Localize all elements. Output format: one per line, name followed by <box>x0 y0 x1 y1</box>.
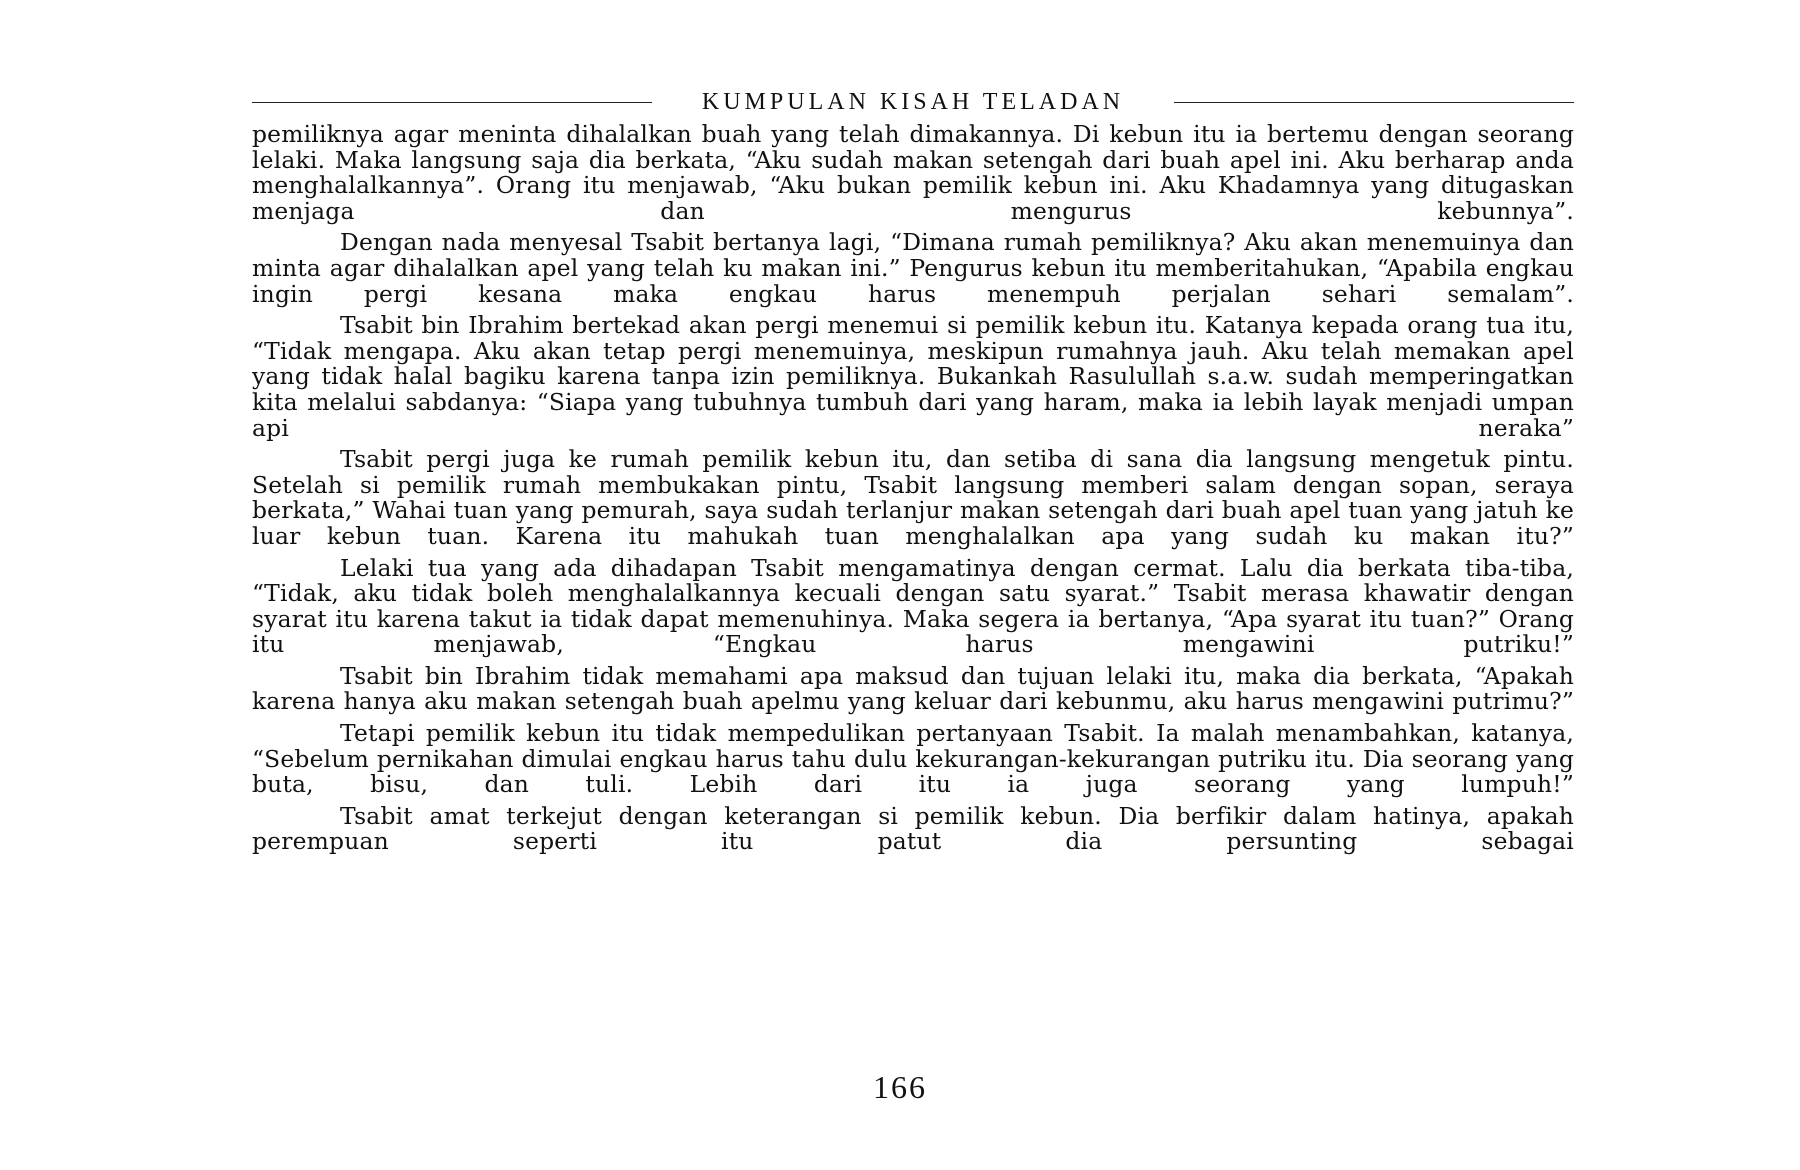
paragraph-2: Dengan nada menyesal Tsabit bertanya lagi, “Dimana rumah pemiliknya? Aku akan menemuinya dan minta agar dihalalkan apel yang telah ku makan ini.” Pengurus kebun itu memberitahukan, “Apabila engkau ingin pergi kesana maka engkau harus menempuh perjalan sehari semalam”. <box>252 228 1574 308</box>
running-header <box>252 84 1574 120</box>
paragraph-5: Lelaki tua yang ada dihadapan Tsabit mengamatinya dengan cermat. Lalu dia berkata tiba-tiba, “Tidak, aku tidak boleh menghalalkannya kecuali dengan satu syarat.” Tsabit merasa khawatir dengan syarat itu karena takut ia tidak dapat memenuhinya. Maka segera ia bertanya, “Apa syarat itu tuan?” Orang itu menjawab, “Engkau harus mengawini putriku!” <box>252 553 1574 659</box>
book-page <box>252 84 1574 861</box>
header-title: KUMPULAN KISAH TELADAN <box>701 88 1125 115</box>
page-number: 166 <box>873 1069 927 1105</box>
paragraph-8: Tsabit amat terkejut dengan keterangan si pemilik kebun. Dia berfikir dalam hatinya, apakah perempuan seperti itu patut dia persunting sebagai <box>252 801 1574 856</box>
header-rule-right <box>1174 102 1574 103</box>
paragraph-6: Tsabit bin Ibrahim tidak memahami apa maksud dan tujuan lelaki itu, maka dia berkata, “Apakah karena hanya aku makan setengah buah apelmu yang keluar dari kebunmu, aku harus mengawini putrimu?” <box>252 661 1574 716</box>
paragraph-1: pemiliknya agar meninta dihalalkan buah yang telah dimakannya. Di kebun itu ia bertemu dengan seorang lelaki. Maka langsung saja dia berkata, “Aku sudah makan setengah dari buah apel ini. Aku berharap anda menghalalkannya”. Orang itu menjawab, “Aku bukan pemilik kebun ini. Aku Khadamnya yang ditugaskan menjaga dan mengurus kebunnya”. <box>252 120 1574 225</box>
paragraph-3: Tsabit bin Ibrahim bertekad akan pergi menemui si pemilik kebun itu. Katanya kepada orang tua itu, “Tidak mengapa. Aku akan tetap pergi menemuinya, meskipun rumahnya jauh. Aku telah memakan apel yang tidak halal bagiku karena tanpa izin pemiliknya. Bukankah Rasulullah s.a.w. sudah memperingatkan kita melalui sabdanya: “Siapa yang tubuhnya tumbuh dari yang haram, maka ia lebih layak menjadi umpan api neraka” <box>252 311 1574 442</box>
paragraph-7: Tetapi pemilik kebun itu tidak mempedulikan pertanyaan Tsabit. Ia malah menambahkan, katanya, “Sebelum pernikahan dimulai engkau harus tahu dulu kekurangan-kekurangan putriku itu. Dia seorang yang buta, bisu, dan tuli. Lebih dari itu ia juga seorang yang lumpuh!” <box>252 719 1574 799</box>
body-text <box>252 122 1574 855</box>
paragraph-4: Tsabit pergi juga ke rumah pemilik kebun itu, dan setiba di sana dia langsung mengetuk pintu. Setelah si pemilik rumah membukakan pintu, Tsabit langsung memberi salam dengan sopan, seraya berkata,” Wahai tuan yang pemurah, saya sudah terlanjur makan setengah dari buah apel tuan yang jatuh ke luar kebun tuan. Karena itu mahukah tuan menghalalkan apa yang sudah ku makan itu?” <box>252 445 1574 550</box>
header-rule-left <box>252 102 652 103</box>
